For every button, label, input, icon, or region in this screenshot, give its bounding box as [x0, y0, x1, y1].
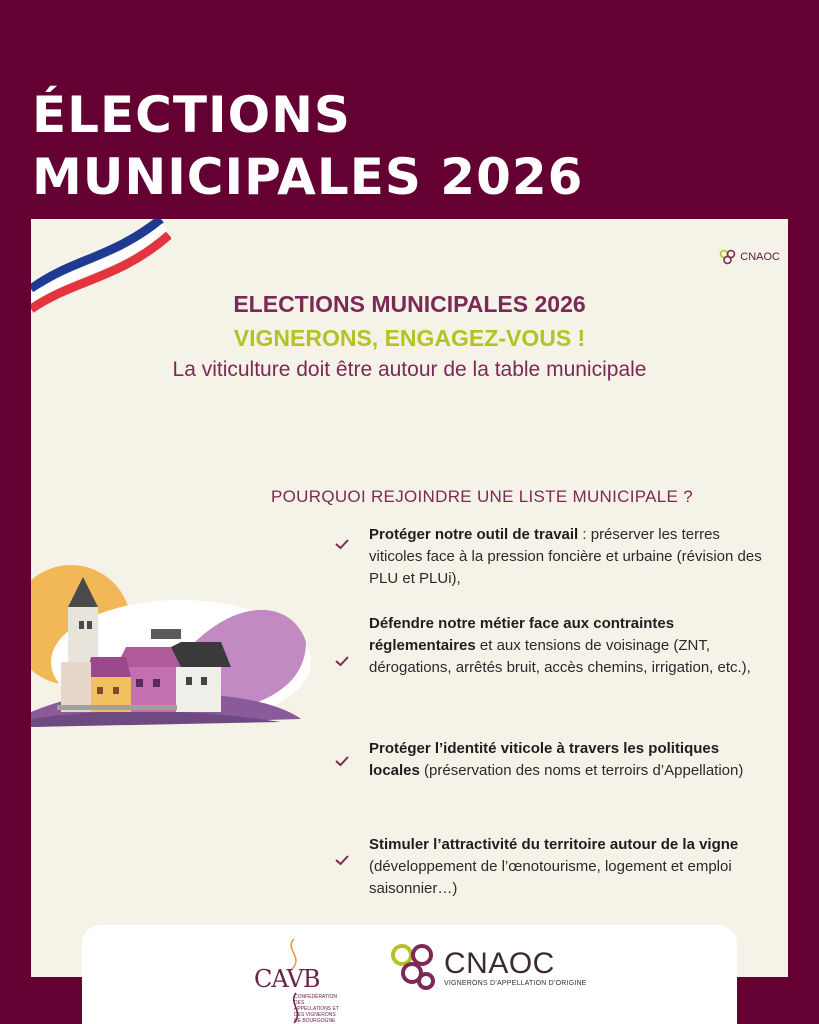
reason-1-bold: Protéger notre outil de travail: [369, 526, 579, 543]
village-illustration-icon: [31, 537, 311, 727]
cnaoc-logo: [390, 943, 587, 991]
card-tagline: La viticulture doit être autour de la table municipale: [172, 358, 647, 381]
check-icon: [333, 535, 351, 553]
cavb-letters: CAVB: [254, 965, 320, 993]
cnaoc-grape-icon: [390, 943, 438, 991]
reason-2-text: et aux tensions de voisinage (ZNT, dérogations, arrêtés bruit, accès chemins, irrigation, etc.),: [369, 637, 751, 676]
reason-item-4: [369, 834, 769, 900]
cnaoc-name: CNAOC: [444, 946, 555, 980]
grape-logo-icon: [719, 249, 737, 265]
reason-1-text: : préserver les terres viticoles face à la pression foncière et urbaine (révision des PLU et PLUi),: [369, 526, 762, 587]
reason-2-bold: Défendre notre métier face aux contraintes réglementaires: [369, 615, 675, 654]
reason-3-text: (préservation des noms et terroirs d’Appellation): [419, 762, 744, 779]
headline-line-1: ÉLECTIONS: [32, 86, 351, 144]
reason-item-1: [369, 524, 769, 590]
page-headline: [32, 84, 583, 208]
cavb-logo: [250, 935, 340, 1024]
headline-line-2: MUNICIPALES 2026: [32, 148, 584, 206]
why-join-title: POURQUOI REJOINDRE UNE LISTE MUNICIPALE ?: [271, 487, 693, 506]
reason-3-bold: Protéger l’identité viticole à travers les politiques locales: [369, 740, 720, 779]
cnaoc-small-logo: [719, 249, 780, 265]
info-card: [31, 219, 788, 977]
check-icon: [333, 752, 351, 770]
check-icon: [333, 652, 351, 670]
card-subtitle: VIGNERONS, ENGAGEZ-VOUS !: [233, 325, 586, 351]
cnaoc-tagline: VIGNERONS D’APPELLATION D’ORIGINE: [444, 979, 587, 987]
reason-item-2: [369, 613, 769, 679]
reason-4-bold: Stimuler l’attractivité du territoire autour de la vigne: [369, 836, 739, 853]
partner-logos-footer: [82, 925, 737, 1024]
cavb-subtitle: CONFÉDÉRATION DES APPELLATIONS ET DES VIGNERONS DE BOURGOGNE: [294, 994, 339, 1024]
reason-item-3: [369, 738, 769, 782]
card-title: ELECTIONS MUNICIPALES 2026: [233, 291, 586, 317]
cnaoc-small-text: CNAOC: [740, 251, 780, 263]
reason-4-text: (développement de l’œnotourisme, logement et emploi saisonnier…): [369, 858, 732, 897]
check-icon: [333, 851, 351, 869]
